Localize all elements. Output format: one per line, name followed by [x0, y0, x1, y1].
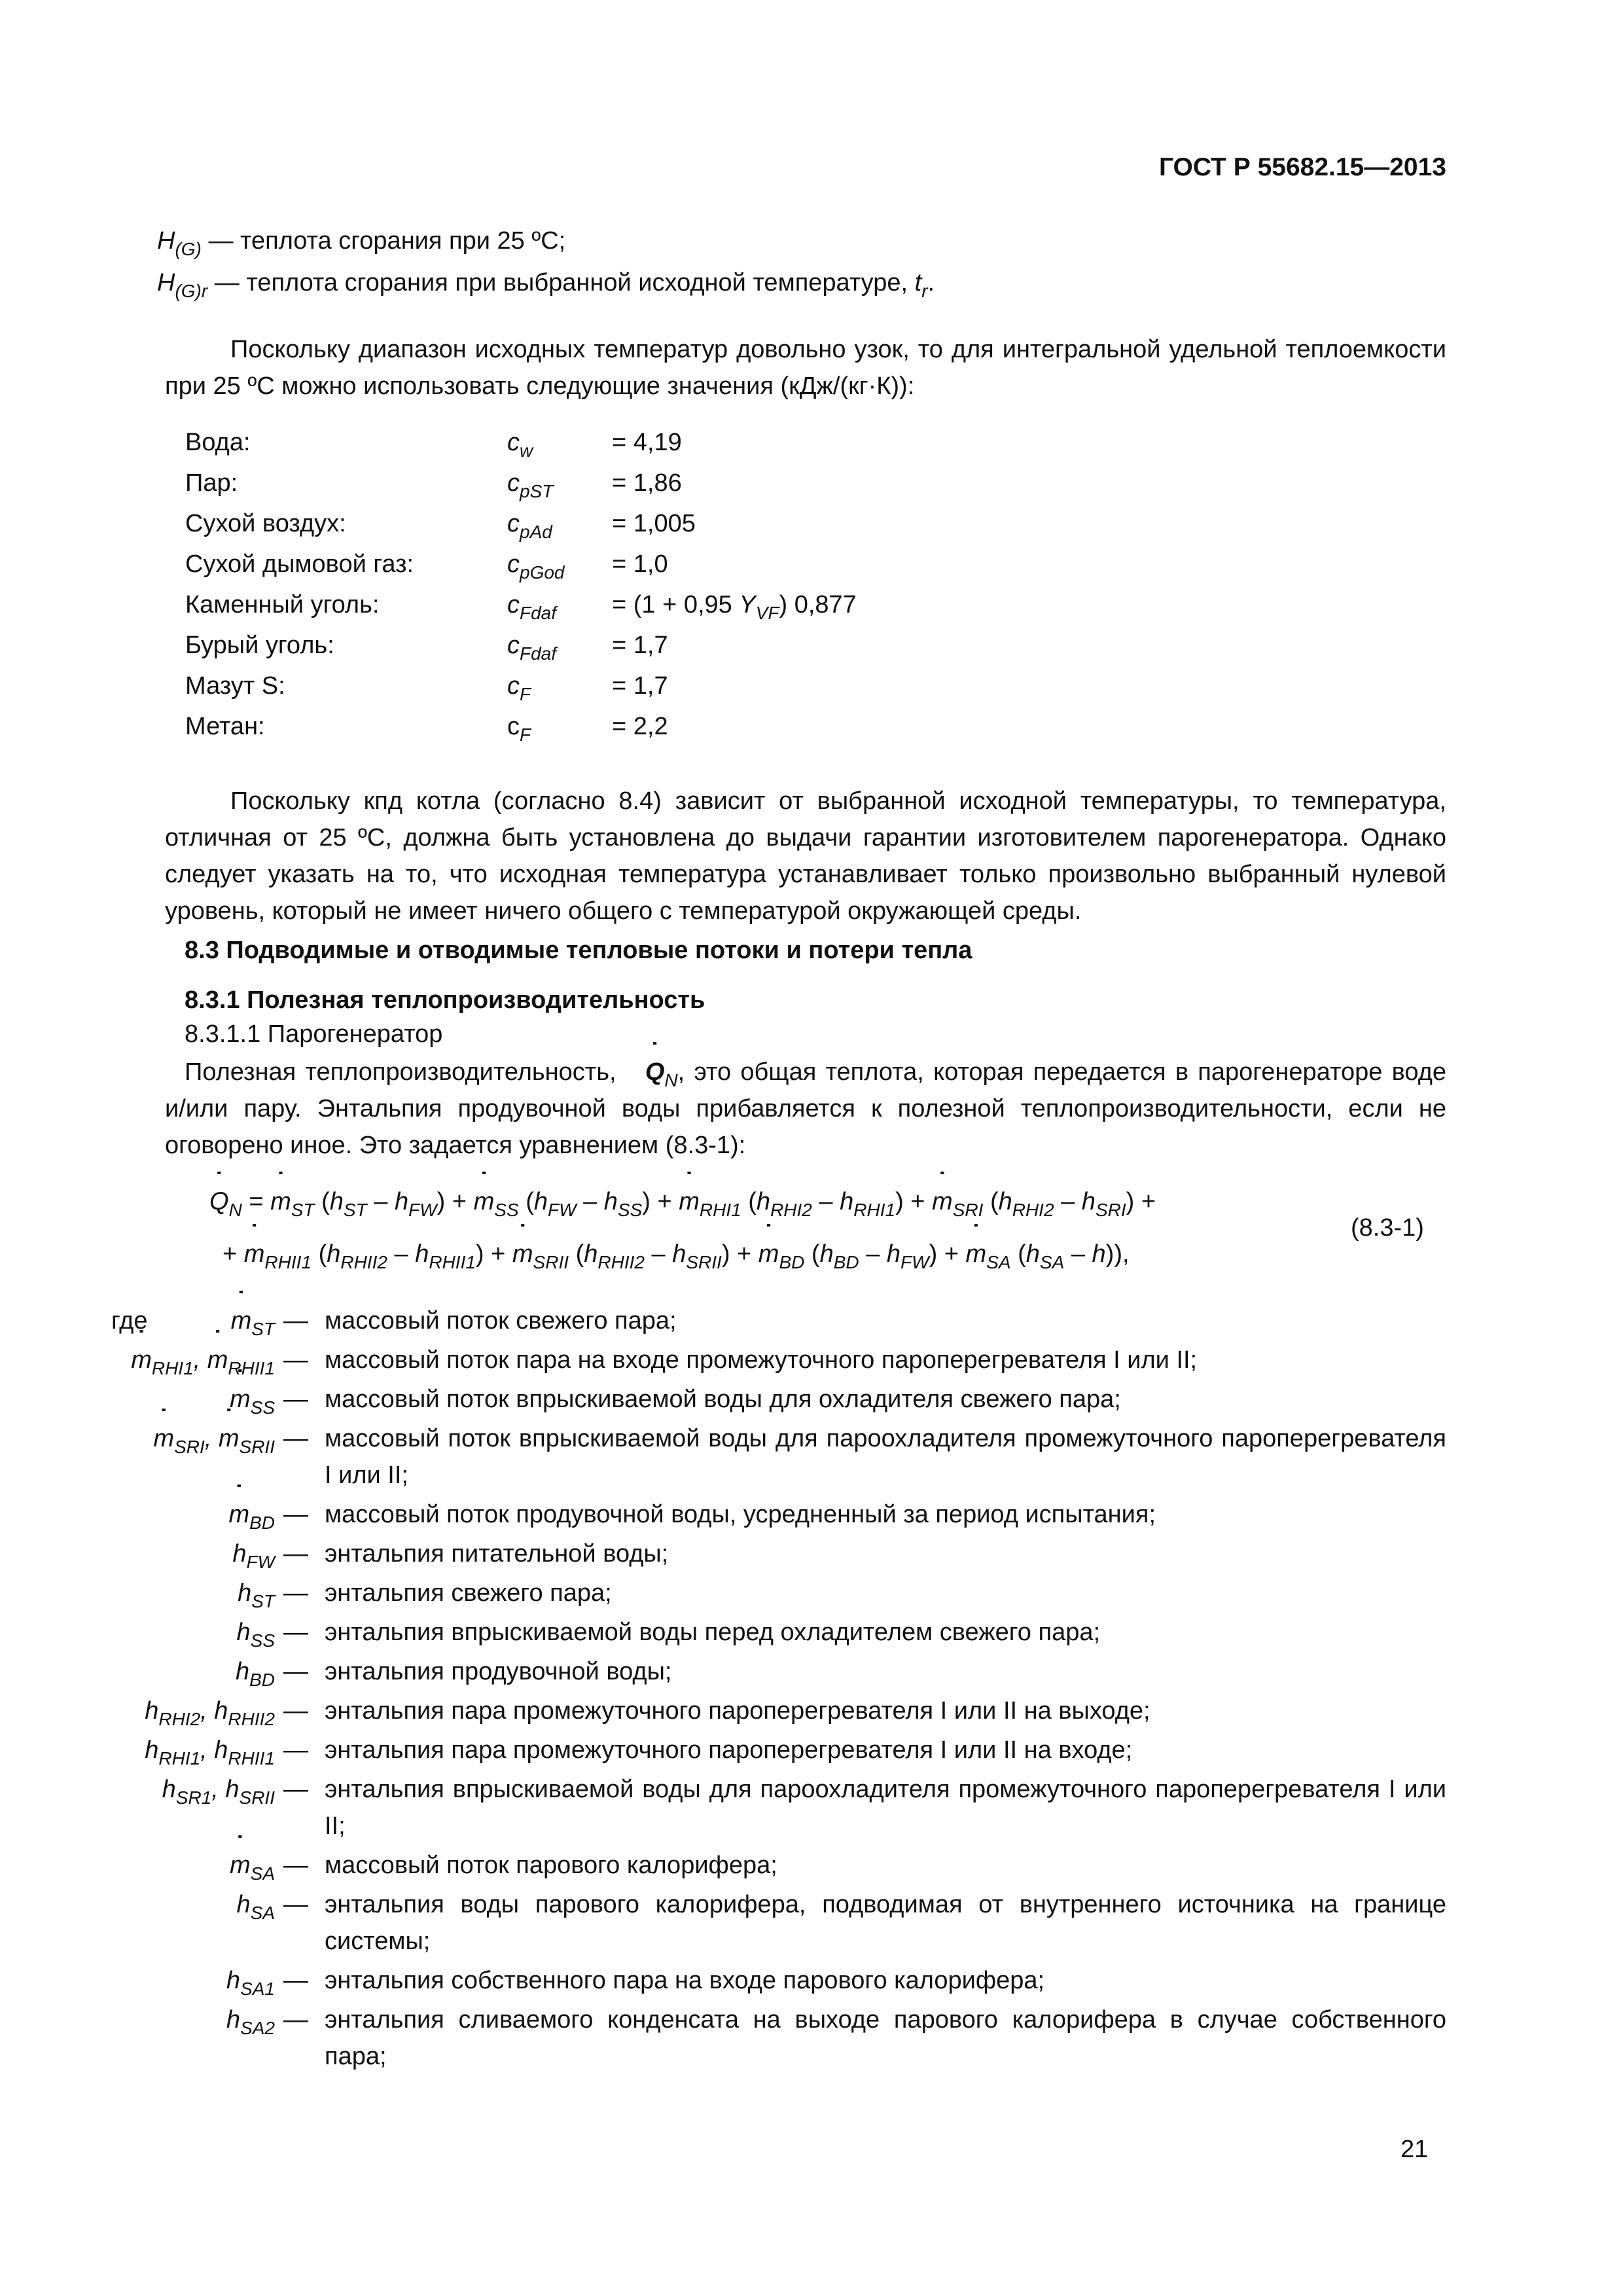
definition-symbol: $h_{RHI2}$, $h_{RHII2}$	[145, 1697, 275, 1729]
value: = 4,19	[612, 429, 682, 456]
equation-line-2: + ˙ $m_{RHII1}$ $(h_{RHII2} - h_{RHII1})$ + ˙ $m_{SRII}$ $(h_{RHII2} - h_{SRII})$ + ˙ $m_{BD}$ $(h_{BD} - h_{FW})$ + ˙ $m_{SA}$ $(h_{SA} - h)$),	[223, 1236, 1130, 1272]
definition-text: энтальпия пара промежуточного пароперегревателя I или II на входе;	[325, 1736, 1133, 1764]
definition-symbol: $h_{FW}$	[232, 1540, 275, 1572]
symbol: $c_F$	[507, 672, 531, 704]
substance-label: Каменный уголь:	[185, 591, 380, 619]
def-heat-of-combustion: $H_{(G)}$ — теплота сгорания при 25 ºС;	[157, 227, 566, 259]
page-number: 21	[1400, 2136, 1429, 2163]
definition-symbol: $h_{BD}$	[235, 1658, 275, 1690]
heat-capacity-row	[185, 465, 1036, 505]
definition-item: $h_{RHI2}$, $h_{RHII2}$ — энтальпия пара промежуточного пароперегревателя I или II на выходе;	[111, 1693, 1446, 1729]
definition-text: энтальпия пара промежуточного пароперегревателя I или II на выходе;	[325, 1697, 1150, 1725]
substance-label: Мазут S:	[185, 672, 285, 700]
definition-text: энтальпия питательной воды;	[325, 1540, 669, 1568]
section-heading-8-3: 8.3 Подводимые и отводимые тепловые потоки и потери тепла	[185, 937, 972, 964]
substance-label: Вода:	[185, 429, 251, 456]
definition-item: $h_{SS}$ — энтальпия впрыскиваемой воды перед охладителем свежего пара;	[111, 1614, 1446, 1651]
definition-text: массовый поток свежего пара;	[325, 1307, 677, 1335]
heat-capacity-row	[185, 586, 1036, 627]
section-heading-8-3-1-1: 8.3.1.1 Парогенератор	[185, 1020, 443, 1048]
definition-symbol: $h_{ST}$	[238, 1579, 275, 1611]
value: = 1,7	[612, 672, 668, 700]
definition-text: массовый поток впрыскиваемой воды для пароохладителя промежуточного пароперегревателя I или II;	[325, 1425, 1446, 1489]
definition-text: энтальпия впрыскиваемой воды для пароохладителя промежуточного пароперегревателя I или II;	[325, 1776, 1446, 1840]
definition-symbol: ˙ $m_{SRI}$, ˙ $m_{SRII}$	[111, 1420, 275, 1457]
symbol: $c_F$	[507, 713, 531, 745]
symbol: $c_{pST}$	[507, 469, 554, 501]
definition-text: массовый поток пара на входе промежуточного пароперегревателя I или II;	[325, 1346, 1198, 1374]
definition-symbol: $h_{SR1}$, $h_{SRII}$	[162, 1776, 275, 1808]
definition-item: $h_{FW}$ — энтальпия питательной воды;	[111, 1535, 1446, 1572]
definition-item: $h_{RHI1}$, $h_{RHII1}$ — энтальпия пара промежуточного пароперегревателя I или II на входе;	[111, 1732, 1446, 1768]
definition-item: ˙ $m_{SA}$ — массовый поток парового калорифера;	[111, 1847, 1446, 1884]
heat-capacity-row	[185, 546, 1036, 586]
substance-label: Бурый уголь:	[185, 632, 334, 659]
definition-item: $h_{ST}$ — энтальпия свежего пара;	[111, 1575, 1446, 1611]
definition-text: энтальпия собственного пара на входе парового калорифера;	[325, 1967, 1045, 1994]
definition-text: энтальпия сливаемого конденсата на выходе парового калорифера в случае собственного пара;	[325, 2006, 1446, 2070]
definitions-list	[111, 1302, 1446, 2077]
def-text: — теплота сгорания при 25 ºС;	[208, 227, 566, 255]
definition-text: энтальпия продувочной воды;	[325, 1658, 672, 1685]
paragraph-useful-heat-output: Полезная теплопроизводительность, ˙ $Q_N$, это общая теплота, которая передается в парогенераторе воде и/или пару. Энтальпия продувочной воды прибавляется к полезной теплопроизводительности, если не оговорено иное. Это задается уравнением (8.3-1):	[165, 1054, 1446, 1164]
definition-symbol: ˙ $m_{RHI1}$, ˙ $m_{RHII1}$	[111, 1342, 275, 1378]
value: = 1,005	[612, 510, 696, 537]
definition-text: массовый поток продувочной воды, усредненный за период испытания;	[325, 1501, 1156, 1528]
definition-item: ˙ $m_{SS}$ — массовый поток впрыскиваемой воды для охладителя свежего пара;	[111, 1381, 1446, 1418]
definition-text: массовый поток парового калорифера;	[325, 1852, 777, 1879]
definition-symbol: $h_{RHI1}$, $h_{RHII1}$	[145, 1736, 275, 1768]
heat-capacity-row	[185, 668, 1036, 708]
definition-item: ˙ $m_{ST}$ — массовый поток свежего пара;	[111, 1302, 1446, 1339]
definition-symbol: ˙ $m_{SA}$	[111, 1847, 275, 1884]
value: = 1,0	[612, 550, 668, 578]
substance-label: Метан:	[185, 713, 265, 740]
document-code: ГОСТ Р 55682.15—2013	[1158, 153, 1446, 181]
definition-item: $h_{SR1}$, $h_{SRII}$ — энтальпия впрыскиваемой воды для пароохладителя промежуточного пароперегревателя I или II;	[111, 1771, 1446, 1844]
symbol: $c_{Fdaf}$	[507, 632, 557, 664]
heat-capacity-table	[185, 424, 1036, 749]
substance-label: Пар:	[185, 469, 238, 497]
symbol: $c_w$	[507, 429, 533, 461]
definition-item: $h_{SA2}$ — энтальпия сливаемого конденсата на выходе парового калорифера в случае собственного пара;	[111, 2001, 1446, 2075]
definition-symbol: ˙ $m_{ST}$	[111, 1302, 275, 1339]
symbol: $c_{Fdaf}$	[507, 591, 557, 623]
symbol: $c_{pAd}$	[507, 510, 552, 542]
heat-capacity-row	[185, 627, 1036, 668]
substance-label: Сухой воздух:	[185, 510, 346, 537]
definition-symbol: $h_{SA}$	[236, 1891, 275, 1923]
heat-capacity-row	[185, 505, 1036, 546]
heat-capacity-row	[185, 708, 1036, 749]
definition-symbol: $h_{SA2}$	[226, 2006, 275, 2038]
heat-capacity-row	[185, 424, 1036, 465]
substance-label: Сухой дымовой газ:	[185, 550, 414, 578]
definition-item: $h_{BD}$ — энтальпия продувочной воды;	[111, 1653, 1446, 1690]
definition-symbol: $h_{SS}$	[236, 1619, 275, 1651]
def-heat-of-combustion-ref: $H_{(G)r}$ — теплота сгорания при выбранной исходной температуре, $t_r$.	[157, 269, 935, 301]
value: = 1,86	[612, 469, 682, 497]
definition-text: массовый поток впрыскиваемой воды для охладителя свежего пара;	[325, 1386, 1121, 1413]
paragraph-heat-capacity-intro: Поскольку диапазон исходных температур довольно узок, то для интегральной удельной теплоемкости при 25 ºС можно использовать следующие значения (кДж/(кг·К)):	[165, 336, 1446, 400]
symbol: $c_{pGod}$	[507, 550, 565, 583]
definition-item: ˙ $m_{SRI}$, ˙ $m_{SRII}$ — массовый поток впрыскиваемой воды для пароохладителя промежуточного пароперегревателя I или II;	[111, 1420, 1446, 1494]
definition-text: энтальпия впрыскиваемой воды перед охладителем свежего пара;	[325, 1619, 1101, 1646]
equation-line-1: ˙ $Q_N$ = ˙ $m_{ST}$ $(h_{ST} - h_{FW})$ + ˙ $m_{SS}$ $(h_{FW} - h_{SS})$ + ˙ $m_{RHI1}$ $(h_{RHI2} - h_{RHI1})$ + ˙ $m_{SRI}$ $(h_{RHI2} - h_{SRI})$ +	[209, 1183, 1156, 1220]
definition-text: энтальпия воды парового калорифера, подводимая от внутреннего источника на границе системы;	[325, 1891, 1446, 1955]
definition-symbol: ˙ $m_{BD}$	[111, 1496, 275, 1533]
definition-text: энтальпия свежего пара;	[325, 1579, 612, 1607]
value: = (1 + 0,95 $Y_{VF}$) 0,877	[612, 591, 857, 623]
definition-symbol: $h_{SA1}$	[226, 1967, 275, 1999]
value: = 2,2	[612, 713, 668, 740]
definition-item: ˙ $m_{BD}$ — массовый поток продувочной воды, усредненный за период испытания;	[111, 1496, 1446, 1533]
section-heading-8-3-1: 8.3.1 Полезная теплопроизводительность	[185, 986, 705, 1014]
value: = 1,7	[612, 632, 668, 659]
equation-number: (8.3-1)	[1351, 1214, 1424, 1242]
paragraph-reference-temperature: Поскольку кпд котла (согласно 8.4) зависит от выбранной исходной температуры, то температура, отличная от 25 ºС, должна быть установлена до выдачи гарантии изготовителем парогенератора. Однако следует указать на то, что исходная температура устанавливает только произвольно выбранный нулевой уровень, который не имеет ничего общего с температурой окружающей среды.	[165, 787, 1446, 925]
definition-item: ˙ $m_{RHI1}$, ˙ $m_{RHII1}$ — массовый поток пара на входе промежуточного пароперегревателя I или II;	[111, 1342, 1446, 1378]
definition-item: $h_{SA1}$ — энтальпия собственного пара на входе парового калорифера;	[111, 1962, 1446, 1999]
definition-symbol: ˙ $m_{SS}$	[111, 1381, 275, 1418]
definition-item: $h_{SA}$ — энтальпия воды парового калорифера, подводимая от внутреннего источника на границе системы;	[111, 1886, 1446, 1960]
where-label: где	[111, 1307, 148, 1335]
